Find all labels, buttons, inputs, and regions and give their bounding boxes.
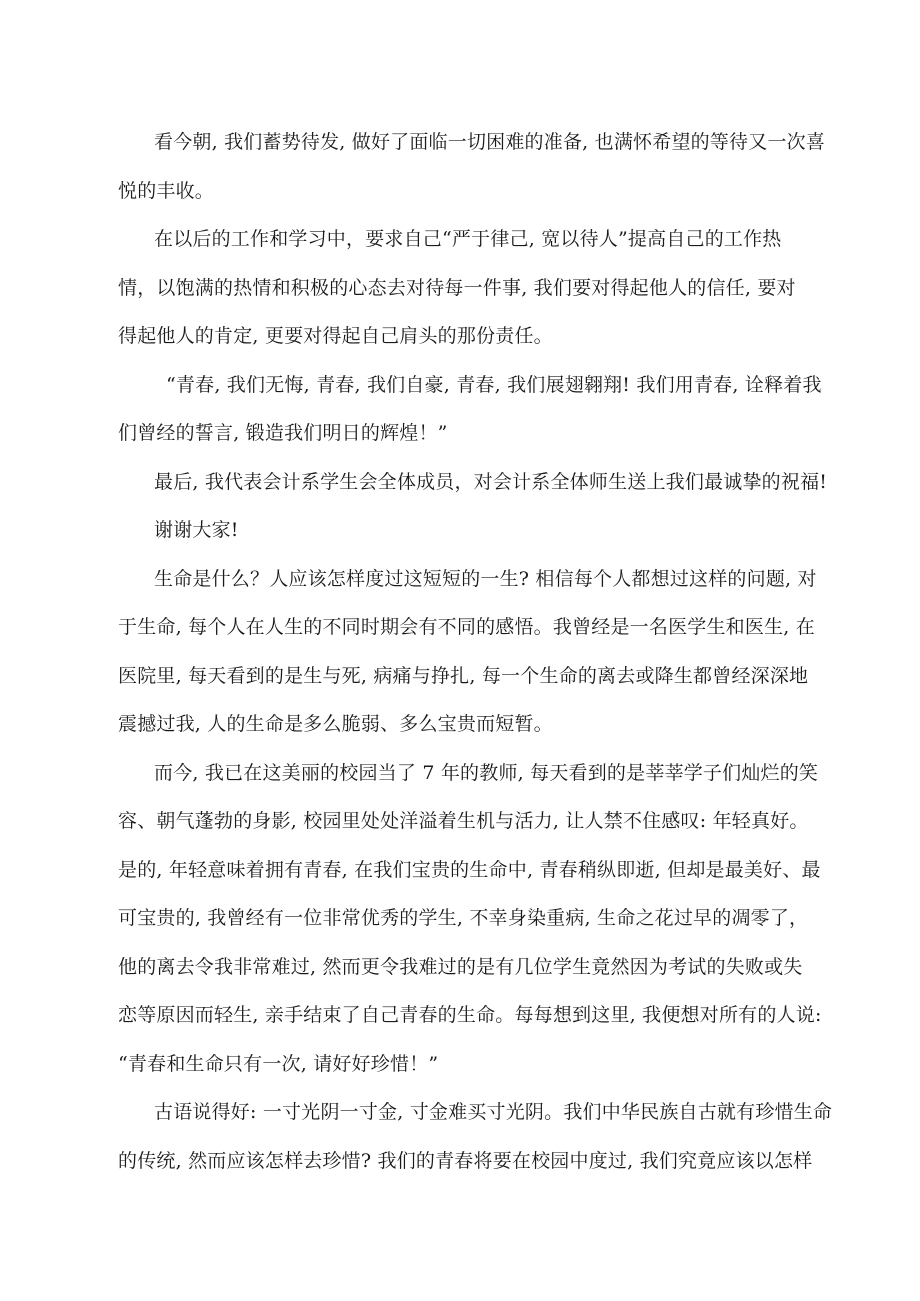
paragraph-line: 谢谢大家! [154,519,239,541]
paragraph-line: 悦的丰收。 [118,179,215,202]
paragraph-line: 看今朝, 我们蓄势待发, 做好了面临一切困难的准备, 也满怀希望的等待又一次喜 [154,131,826,153]
paragraph-line: 情，以饱满的热情和积极的心态去对待每一件事, 我们要对得起他人的信任, 要对 [118,276,796,299]
paragraph-line: 在以后的工作和学习中，要求自己“严于律己, 宽以待人”提高自己的工作热 [154,228,782,250]
paragraph-line: 容、朝气蓬勃的身影, 校园里处处洋溢着生机与活力, 让人禁不住感叹: 年轻真好。 [118,810,809,832]
paragraph-line: 古语说得好: 一寸光阴一寸金, 寸金难买寸光阴。我们中华民族自古就有珍惜生命 [154,1101,833,1123]
paragraph-line: “青春和生命只有一次, 请好好珍惜！” [118,1052,439,1075]
paragraph-line: 生命是什么？人应该怎样度过这短短的一生? 相信每个人都想过这样的问题, 对 [154,567,817,590]
paragraph-line: 的传统, 然而应该怎样去珍惜? 我们的青春将要在校园中度过, 我们究竟应该以怎样 [118,1149,813,1172]
paragraph-line: 他的离去令我非常难过, 然而更令我难过的是有几位学生竟然因为考试的失败或失 [118,955,803,978]
paragraph-line: “青春, 我们无悔, 青春, 我们自豪, 青春, 我们展翅翱翔! 我们用青春, 诠释着我 [166,373,822,396]
paragraph-line: 们曾经的誓言, 锻造我们明日的辉煌！” [118,422,448,444]
paragraph-line: 得起他人的肯定, 更要对得起自己肩头的那份责任。 [118,325,553,347]
paragraph-line: 可宝贵的, 我曾经有一位非常优秀的学生, 不幸身染重病, 生命之花过早的凋零了， [118,907,809,929]
paragraph-line: 而今, 我已在这美丽的校园当了 7 年的教师, 每天看到的是莘莘学子们灿烂的笑 [154,761,819,784]
paragraph-line: 震撼过我, 人的生命是多么脆弱、多么宝贵而短暂。 [118,713,553,735]
paragraph-line: 医院里, 每天看到的是生与死, 病痛与挣扎, 每一个生命的离去或降生都曾经深深地 [118,664,809,687]
paragraph-line: 是的, 年轻意味着拥有青春, 在我们宝贵的生命中, 青春稍纵即逝, 但却是最美好、最 [118,858,821,881]
document-body [118,118,833,1185]
paragraph-line: 恋等原因而轻生, 亲手结束了自己青春的生命。每每想到这里, 我便想对所有的人说: [118,1004,822,1026]
paragraph-line: 于生命, 每个人在人生的不同时期会有不同的感悟。我曾经是一名医学生和医生, 在 [118,616,815,638]
paragraph-line: 最后, 我代表会计系学生会全体成员，对会计系全体师生送上我们最诚挚的祝福! [154,470,828,493]
